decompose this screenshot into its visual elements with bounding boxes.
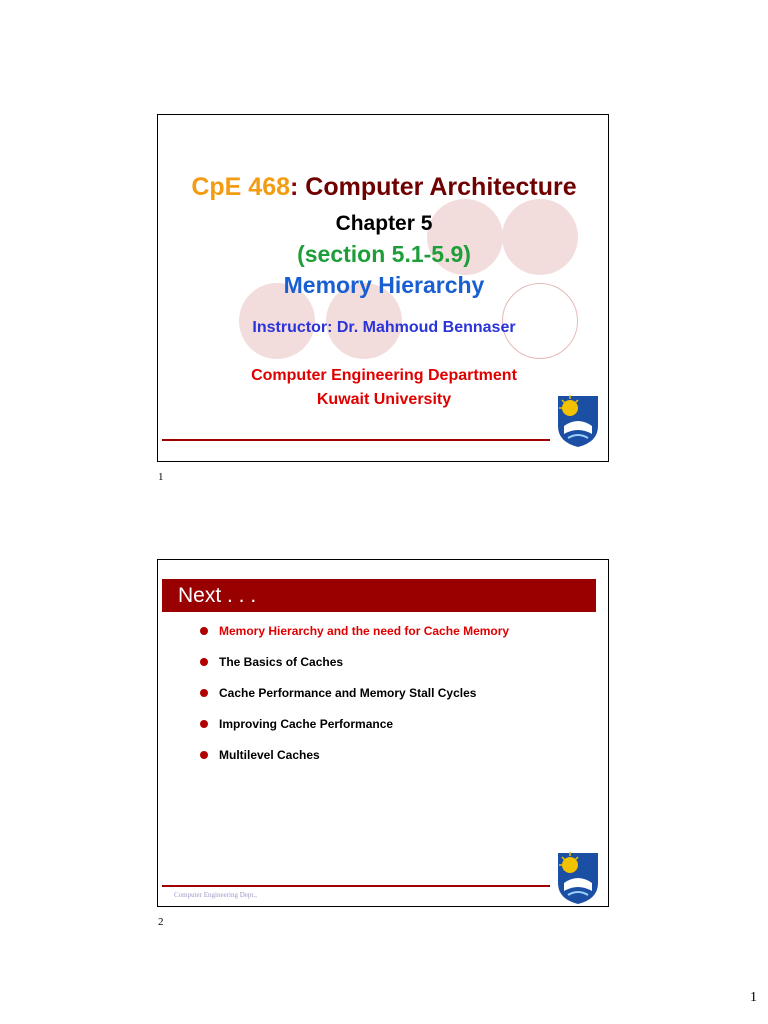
title-slide	[157, 114, 609, 462]
department-name: Computer Engineering Department	[251, 367, 517, 384]
bullet-dot-icon	[200, 627, 208, 635]
kuwait-university-logo	[554, 392, 602, 448]
list-item-label: Memory Hierarchy and the need for Cache Memory	[219, 624, 510, 638]
slide-page-number: 1	[158, 471, 164, 483]
footer-rule	[162, 439, 550, 441]
list-item-label: Cache Performance and Memory Stall Cycles	[219, 686, 477, 700]
bullet-dot-icon	[200, 689, 208, 697]
agenda-slide	[157, 559, 609, 907]
topic-heading: Memory Hierarchy	[283, 272, 485, 298]
list-item	[200, 683, 509, 714]
course-title: Computer Architecture	[305, 173, 577, 201]
footer-rule	[162, 885, 550, 887]
footer-text: Computer Engineering Dept.,	[174, 891, 257, 899]
list-item	[200, 714, 509, 745]
list-item	[200, 621, 509, 652]
list-item-label: Improving Cache Performance	[219, 717, 394, 731]
list-item-label: Multilevel Caches	[219, 748, 320, 762]
bullet-list	[200, 621, 509, 776]
list-item	[200, 652, 509, 683]
document-page-number: 1	[750, 990, 757, 1005]
list-item-label: The Basics of Caches	[219, 655, 344, 669]
bullet-dot-icon	[200, 751, 208, 759]
chapter-heading: Chapter 5	[335, 212, 433, 235]
bullet-dot-icon	[200, 720, 208, 728]
section-range: (section 5.1-5.9)	[297, 241, 471, 267]
bullet-dot-icon	[200, 658, 208, 666]
slide-page-number: 2	[158, 916, 164, 928]
list-item	[200, 745, 509, 776]
university-name: Kuwait University	[316, 391, 452, 408]
course-code: CpE 468	[191, 173, 291, 201]
kuwait-university-logo	[554, 849, 602, 905]
title-colon: :	[290, 173, 299, 201]
slide-banner: Next . . .	[162, 579, 596, 612]
instructor-name: Instructor: Dr. Mahmoud Bennaser	[252, 319, 516, 336]
slide-title	[158, 173, 609, 202]
